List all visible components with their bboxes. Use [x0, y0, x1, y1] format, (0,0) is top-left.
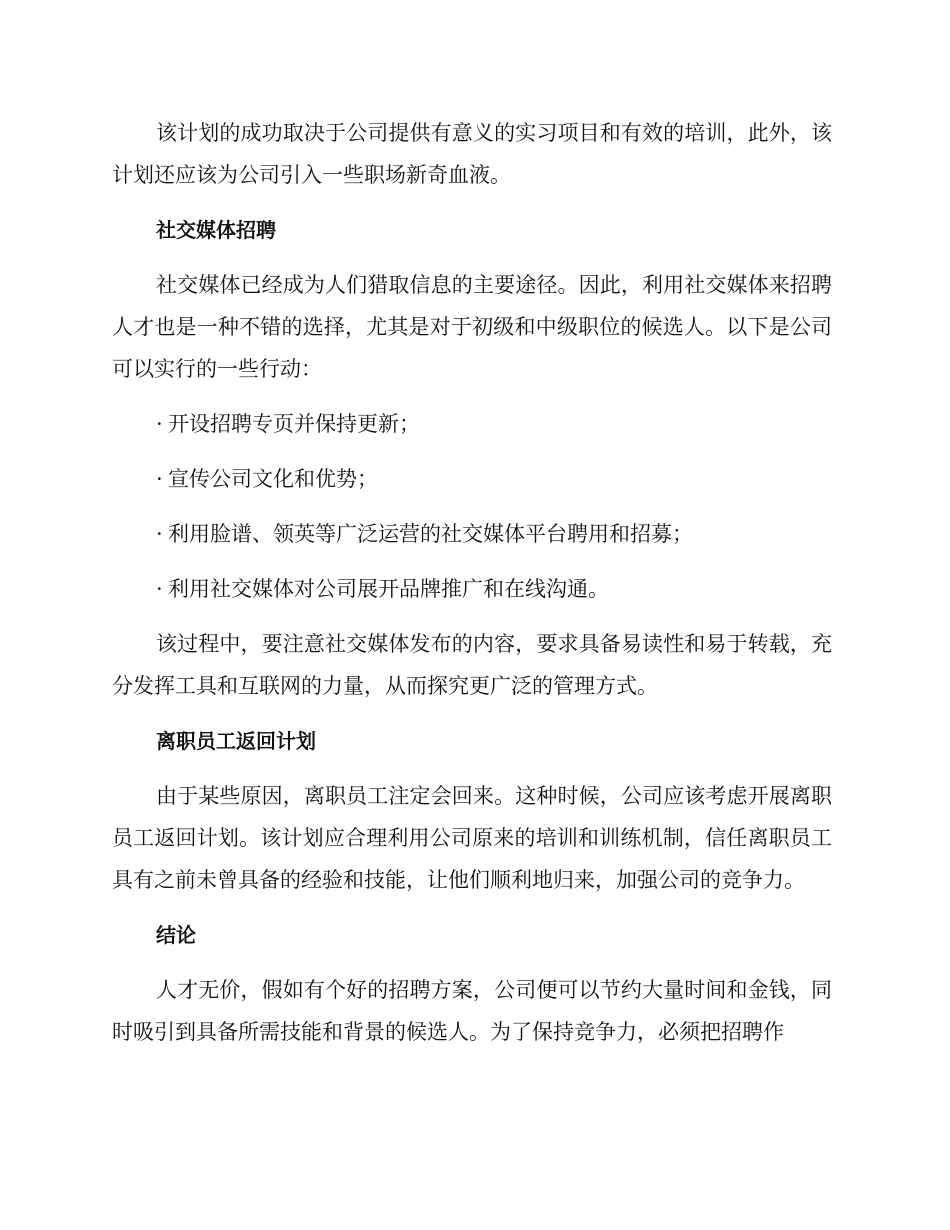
list-item-text: 利用脸谱、领英等广泛运营的社交媒体平台聘用和招募；: [168, 522, 693, 546]
list-item: [112, 568, 832, 610]
bullet-icon: ·: [156, 577, 163, 601]
list-item-text: 宣传公司文化和优势；: [168, 467, 378, 491]
list-item-text: 利用社交媒体对公司展开品牌推广和在线沟通。: [168, 577, 609, 601]
returning-employees-heading: 离职员工返回计划: [156, 729, 316, 753]
list-item-text: 开设招聘专页并保持更新；: [168, 412, 420, 436]
social-media-heading: 社交媒体招聘: [156, 218, 276, 242]
social-media-paragraph: 社交媒体已经成为人们猎取信息的主要途径。因此，利用社交媒体来招聘人才也是一种不错的选择，尤其是对于初级和中级职位的候选人。以下是公司可以实行的一些行动：: [112, 273, 832, 381]
bullet-icon: ·: [156, 522, 163, 546]
list-item: [112, 513, 832, 555]
returning-employees-paragraph: 由于某些原因，离职员工注定会回来。这种时候，公司应该考虑开展离职员工返回计划。该计划应合理利用公司原来的培训和训练机制，信任离职员工具有之前未曾具备的经验和技能，让他们顺利地归来，加强公司的竞争力。: [112, 784, 832, 892]
list-item: [112, 458, 832, 500]
conclusion-paragraph: 人才无价，假如有个好的招聘方案，公司便可以节约大量时间和金钱，同时吸引到具备所需技能和背景的候选人。为了保持竞争力，必须把招聘作: [112, 978, 832, 1044]
bullet-icon: ·: [156, 412, 163, 436]
social-media-note-paragraph: 该过程中，要注意社交媒体发布的内容，要求具备易读性和易于转载，充分发挥工具和互联网的力量，从而探究更广泛的管理方式。: [112, 632, 832, 698]
bullet-icon: ·: [156, 467, 163, 491]
conclusion-heading: 结论: [156, 923, 196, 947]
intro-paragraph: 该计划的成功取决于公司提供有意义的实习项目和有效的培训，此外，该计划还应该为公司引入一些职场新奇血液。: [112, 121, 832, 187]
list-item: [112, 403, 832, 445]
